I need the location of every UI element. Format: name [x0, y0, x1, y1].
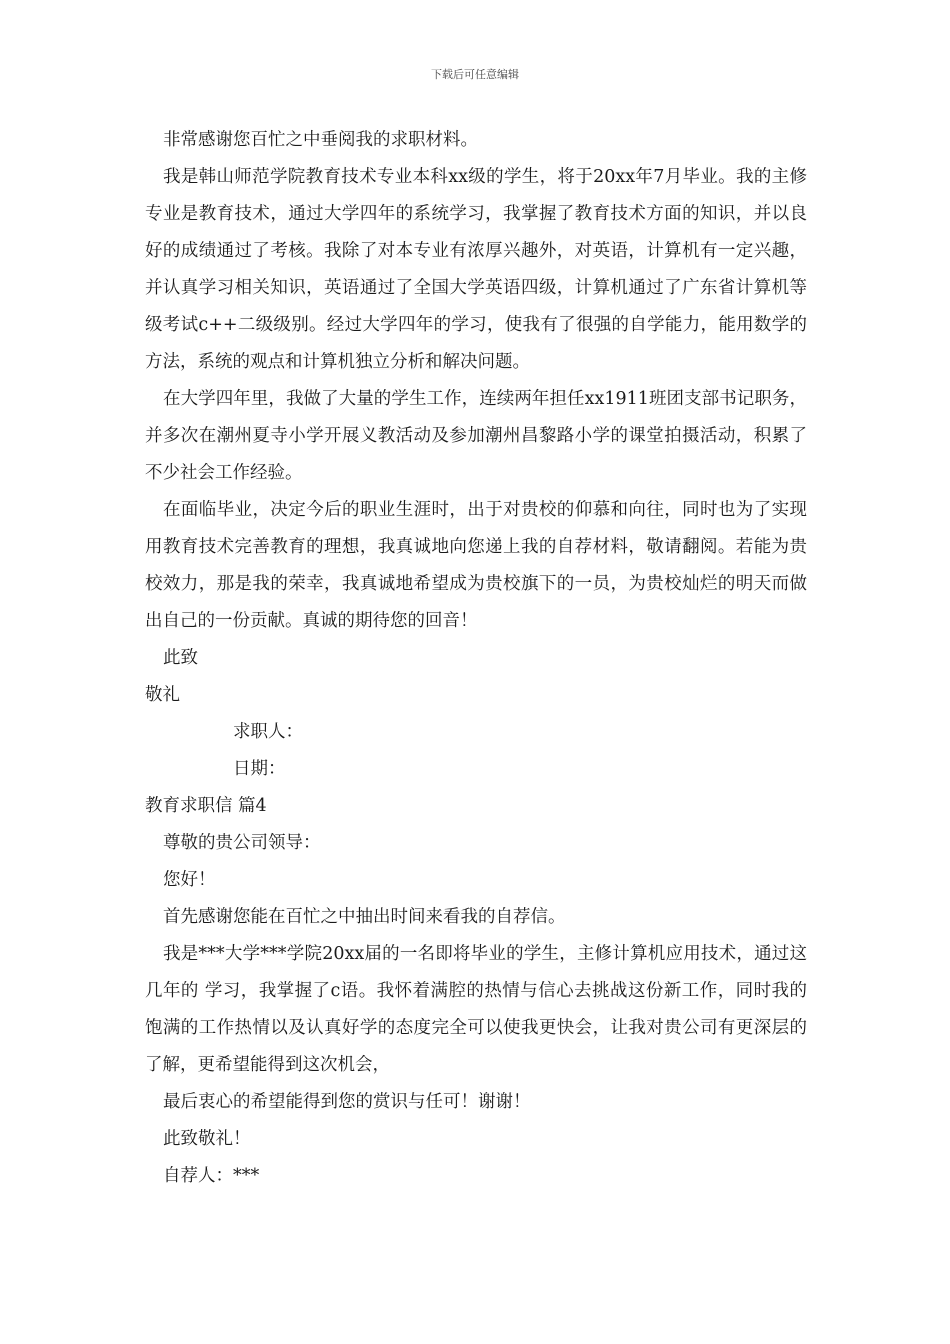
letter3-applicant-label: 求职人：: [233, 722, 303, 742]
letter4-signer: 自荐人：***: [163, 1166, 260, 1186]
letter4-closing: 此致敬礼！: [163, 1129, 251, 1149]
letter4-paragraph-intro: 我是***大学***学院20xx届的一名即将毕业的学生，主修计算机应用技术，通过这几年的 学习，我掌握了c语。我怀着满腔的热情与信心去挑战这份新工作，同时我的饱满的工作热情以及认真好学的态度完全可以使我更快会，让我对贵公司有更深层的了解，更希望能得到这次机会，: [145, 944, 807, 1075]
letter4-salutation: 尊敬的贵公司领导：: [163, 833, 321, 853]
letter3-closing-cizhi: 此致: [163, 648, 198, 668]
letter4-greeting: 您好！: [163, 870, 216, 890]
letter4-title: 教育求职信 篇4: [145, 796, 267, 816]
letter4-paragraph-final: 最后衷心的希望能得到您的赏识与任可！谢谢！: [163, 1092, 531, 1112]
letter3-paragraph-experience: 在大学四年里，我做了大量的学生工作，连续两年担任xx1911班团支部书记职务，并多次在潮州夏寺小学开展义教活动及参加潮州昌黎路小学的课堂拍摄活动，积累了不少社会工作经验。: [145, 389, 807, 483]
letter3-paragraph-closing: 在面临毕业，决定今后的职业生涯时，出于对贵校的仰慕和向往，同时也为了实现用教育技术完善教育的理想，我真诚地向您递上我的自荐材料，敬请翻阅。若能为贵校效力，那是我的荣幸，我真诚地希望成为贵校旗下的一员，为贵校灿烂的明天而做出自己的一份贡献。真诚的期待您的回音！: [145, 500, 807, 631]
letter3-paragraph-thanks: 非常感谢您百忙之中垂阅我的求职材料。: [163, 130, 478, 150]
page-header-note: 下载后可任意编辑: [431, 68, 519, 81]
document-body: [145, 122, 807, 1195]
letter4-paragraph-thanks: 首先感谢您能在百忙之中抽出时间来看我的自荐信。: [163, 907, 566, 927]
letter3-date-label: 日期：: [233, 759, 286, 779]
letter3-closing-jingli: 敬礼: [145, 685, 180, 705]
letter3-paragraph-intro: 我是韩山师范学院教育技术专业本科xx级的学生，将于20xx年7月毕业。我的主修专业是教育技术，通过大学四年的系统学习，我掌握了教育技术方面的知识，并以良好的成绩通过了考核。我除了对本专业有浓厚兴趣外，对英语，计算机有一定兴趣，并认真学习相关知识，英语通过了全国大学英语四级，计算机通过了广东省计算机等级考试c++二级级别。经过大学四年的学习，使我有了很强的自学能力，能用数学的方法，系统的观点和计算机独立分析和解决问题。: [145, 167, 807, 372]
